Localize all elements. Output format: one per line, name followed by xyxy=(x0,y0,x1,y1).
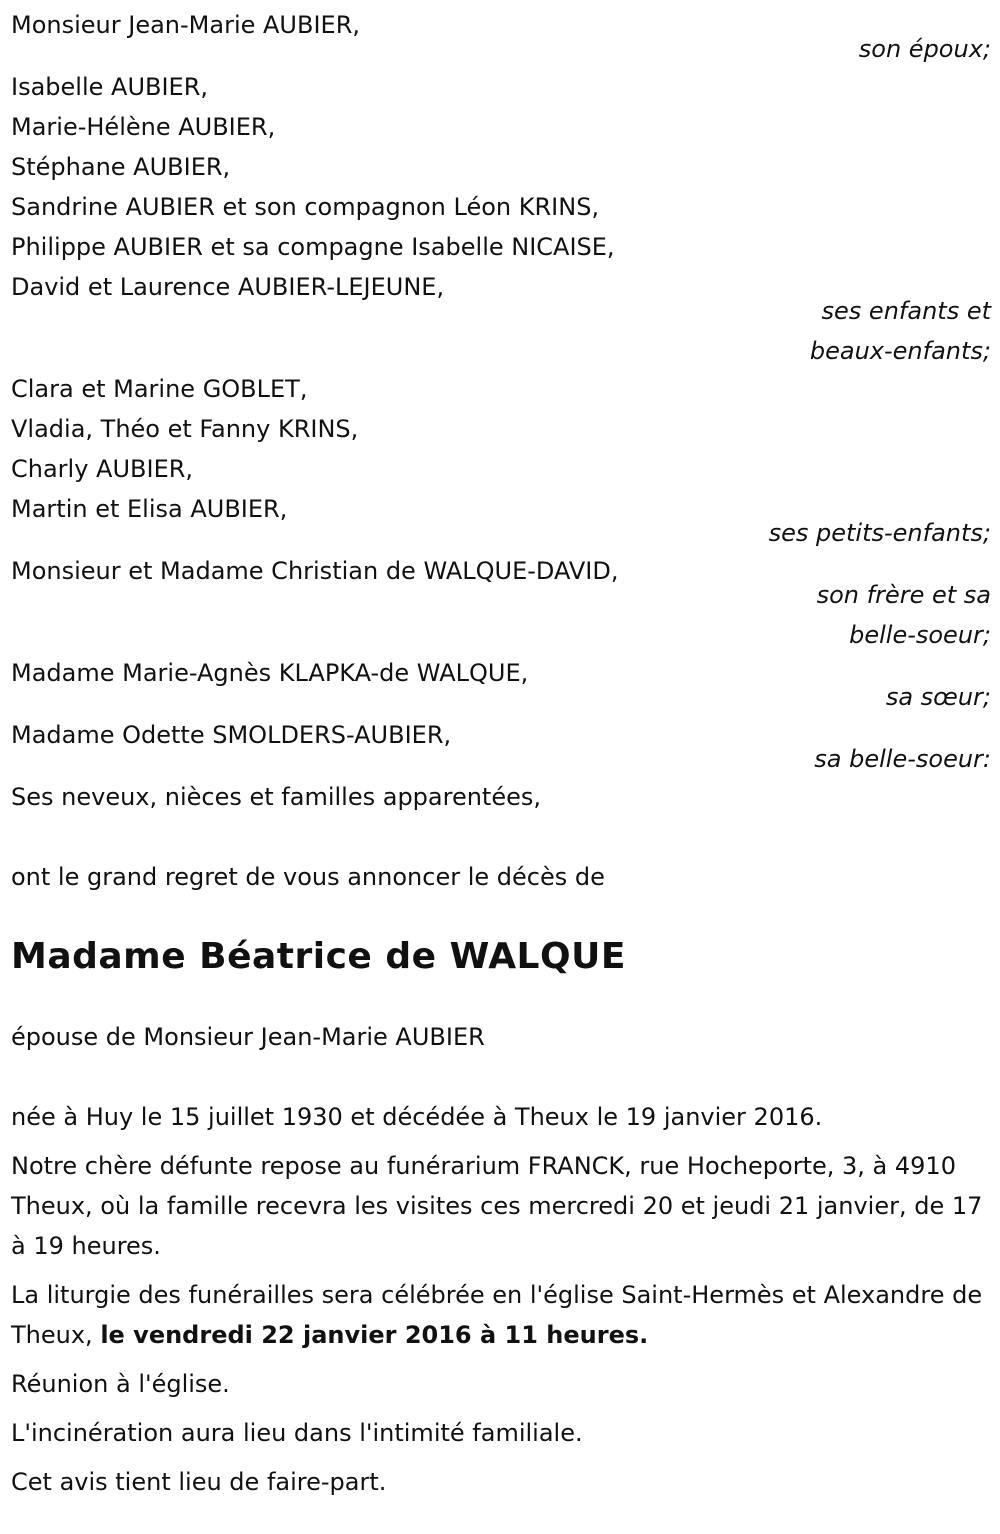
liturgy-paragraph xyxy=(11,1275,991,1355)
cremation-line: L'incinération aura lieu dans l'intimité familiale. xyxy=(11,1419,583,1447)
obituary-notice xyxy=(11,5,991,1502)
child-name: Sandrine AUBIER et son compagnon Léon KRINS, xyxy=(11,193,600,221)
brother-relation: belle-soeur; xyxy=(849,621,991,649)
child-name: Isabelle AUBIER, xyxy=(11,73,209,101)
spouse-relation: son époux; xyxy=(858,35,991,63)
children-relation: beaux-enfants; xyxy=(809,337,991,365)
grandchild-name: Clara et Marine GOBLET, xyxy=(11,375,308,403)
relatives-line: Ses neveux, nièces et familles apparentées, xyxy=(11,783,542,811)
grandchild-name: Vladia, Théo et Fanny KRINS, xyxy=(11,415,359,443)
rest-place-paragraph: Notre chère défunte repose au funérarium FRANCK, rue Hocheporte, 3, à 4910 Theux, où la famille recevra les visites ces mercredi 20 et jeudi 21 janvier, de 17 à 19 heures. xyxy=(11,1152,983,1260)
child-name: Stéphane AUBIER, xyxy=(11,153,231,181)
liturgy-text: La liturgie des funérailles sera célébrée en l'église Saint-Hermès et Alexandre de Theux, xyxy=(11,1281,983,1349)
liturgy-date: le vendredi 22 janvier 2016 à 11 heures. xyxy=(100,1321,649,1349)
sister-in-law-name: Madame Odette SMOLDERS-AUBIER, xyxy=(11,721,452,749)
grandchildren-relation: ses petits-enfants; xyxy=(768,519,991,547)
children-group xyxy=(11,67,991,371)
notice-line: Cet avis tient lieu de faire-part. xyxy=(11,1468,387,1496)
spouse-of-line: épouse de Monsieur Jean-Marie AUBIER xyxy=(11,1023,485,1051)
sister-relation: sa sœur; xyxy=(885,683,991,711)
sister-in-law-group xyxy=(11,715,991,779)
deceased-name: Madame Béatrice de WALQUE xyxy=(11,936,626,977)
sister-name: Madame Marie-Agnès KLAPKA-de WALQUE, xyxy=(11,659,529,687)
sister-in-law-relation: sa belle-soeur: xyxy=(814,745,991,773)
grandchild-name: Charly AUBIER, xyxy=(11,455,194,483)
grandchildren-group xyxy=(11,369,991,553)
child-name: David et Laurence AUBIER-LEJEUNE, xyxy=(11,273,445,301)
brother-name: Monsieur et Madame Christian de WALQUE-DAVID, xyxy=(11,557,619,585)
spouse-group xyxy=(11,5,991,69)
children-relation: ses enfants et xyxy=(821,297,991,325)
brother-relation: son frère et sa xyxy=(816,581,991,609)
birth-death-line: née à Huy le 15 juillet 1930 et décédée à Theux le 19 janvier 2016. xyxy=(11,1103,823,1131)
sister-group xyxy=(11,653,991,717)
grandchild-name: Martin et Elisa AUBIER, xyxy=(11,495,288,523)
reunion-line: Réunion à l'église. xyxy=(11,1370,230,1398)
announcement-line: ont le grand regret de vous annoncer le décès de xyxy=(11,863,605,891)
brother-group xyxy=(11,551,991,655)
spouse-name: Monsieur Jean-Marie AUBIER, xyxy=(11,11,361,39)
child-name: Marie-Hélène AUBIER, xyxy=(11,113,276,141)
child-name: Philippe AUBIER et sa compagne Isabelle NICAISE, xyxy=(11,233,615,261)
